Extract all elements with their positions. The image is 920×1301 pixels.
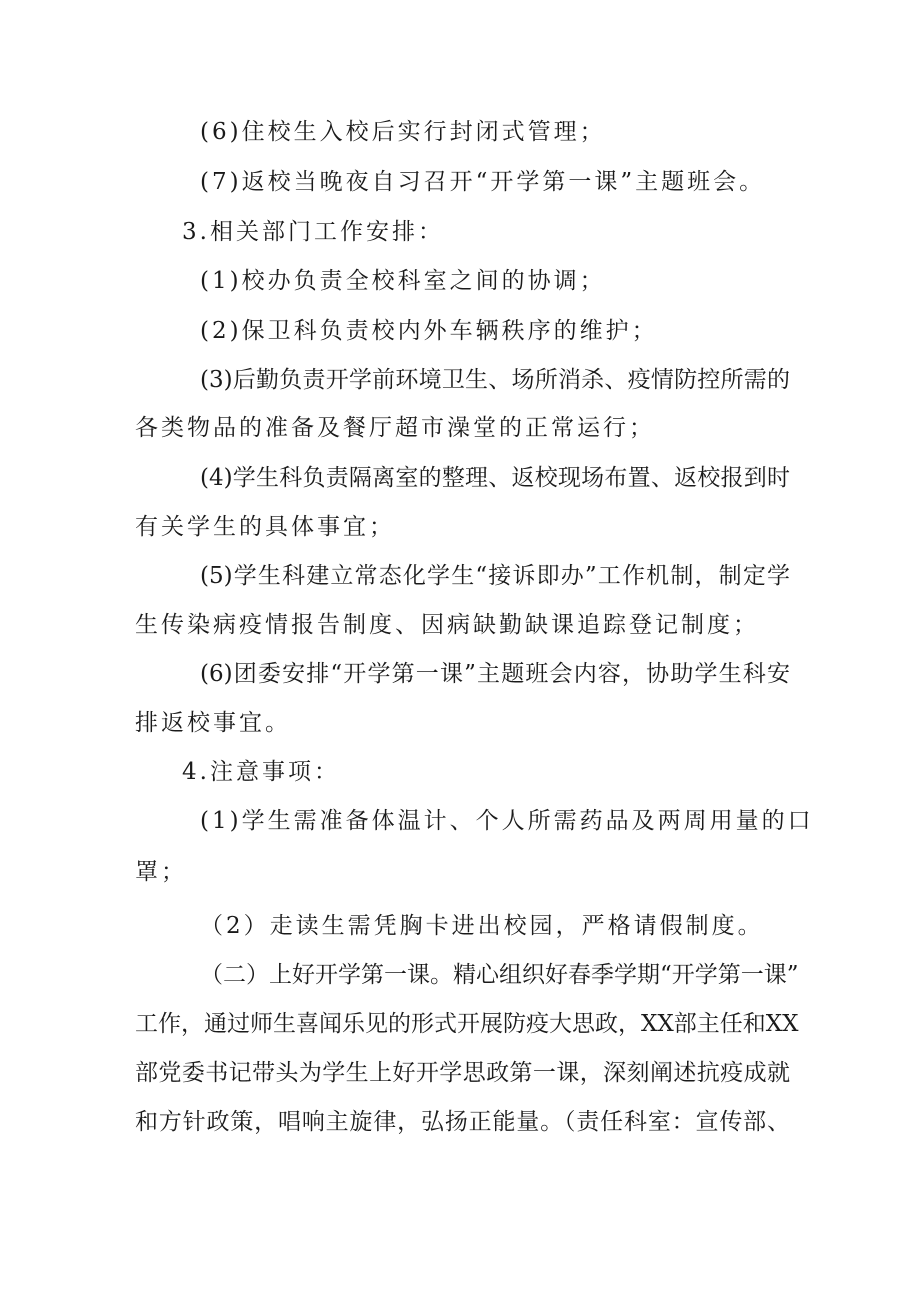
section-heading: 4.注意事项： <box>182 759 340 785</box>
text-line: (3)后勤负责开学前环境卫生、场所消杀、疫情防控所需的 <box>200 367 790 393</box>
text-line: (6)住校生入校后实行封闭式管理； <box>200 119 606 145</box>
text-line: 工作，通过师生喜闻乐见的形式开展防疫大思政，XX部主任和XX <box>135 1011 799 1037</box>
text-line: (1)校办负责全校科室之间的协调； <box>200 268 606 294</box>
text-line: 有关学生的具体事宜； <box>135 514 395 540</box>
text-line: (4)学生科负责隔离室的整理、返校现场布置、返校报到时 <box>200 465 790 491</box>
text-line: (2)保卫科负责校内外车辆秩序的维护； <box>200 318 658 344</box>
text-line: 生传染病疫情报告制度、因病缺勤缺课追踪登记制度； <box>135 612 759 638</box>
text-line: （二）上好开学第一课。精心组织好春季学期“开学第一课” <box>200 962 799 988</box>
text-line: （2）走读生需凭胸卡进出校园，严格请假制度。 <box>200 913 764 939</box>
text-line: 各类物品的准备及餐厅超市澡堂的正常运行； <box>135 415 655 441</box>
text-line: 部党委书记带头为学生上好开学思政第一课，深刻阐述抗疫成就 <box>135 1060 790 1086</box>
text-line: (6)团委安排“开学第一课”主题班会内容，协助学生科安 <box>200 661 790 687</box>
text-line: (5)学生科建立常态化学生“接诉即办”工作机制，制定学 <box>200 563 790 589</box>
text-line: 和方针政策，唱响主旋律，弘扬正能量。（责任科室：宣传部、 <box>135 1109 790 1135</box>
text-line: 排返校事宜。 <box>135 710 291 736</box>
text-line: (1)学生需准备体温计、个人所需药品及两周用量的口 <box>200 808 814 834</box>
section-heading: 3.相关部门工作安排： <box>182 219 444 245</box>
text-line: (7)返校当晚夜自习召开“开学第一课”主题班会。 <box>200 169 766 195</box>
text-line: 罩； <box>135 859 187 885</box>
